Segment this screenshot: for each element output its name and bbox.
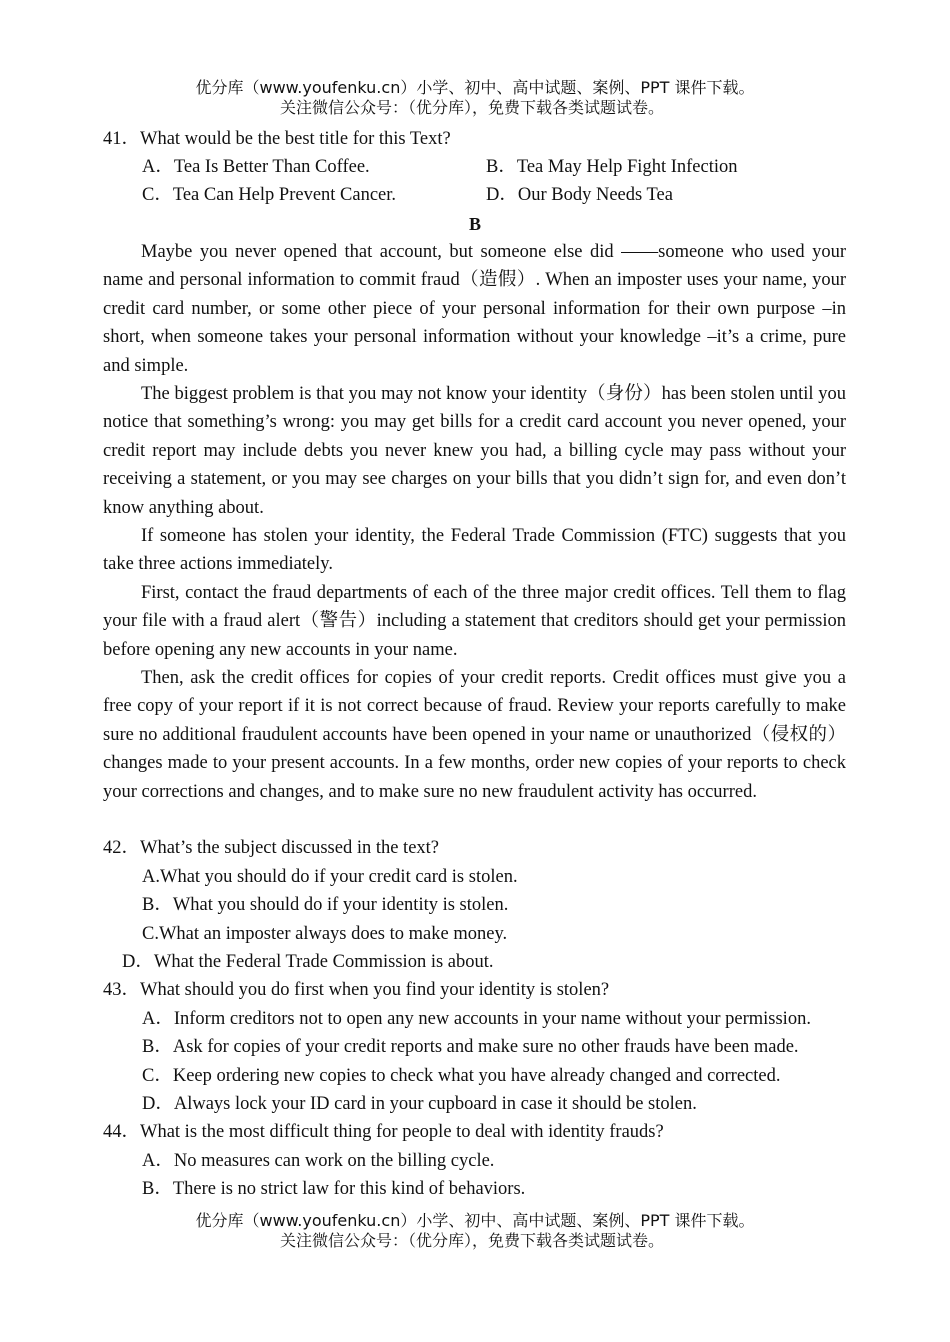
passage-p4-text: First, contact the fraud departments of each of the three major credit offices. Tell them to flag your file with a fraud alert（警告）including a statement that creditors should get your permission before opening any new accounts in your name. <box>103 583 846 660</box>
q43-option-c: C．Keep ordering new copies to check what you have already changed and corrected. <box>142 1066 781 1086</box>
q43-option-a: A．Inform creditors not to open any new accounts in your name without your permission. <box>142 1009 811 1029</box>
footer-line-1: 优分库（www.youfenku.cn）小学、初中、高中试题、案例、PPT 课件下载。 <box>195 1211 755 1230</box>
q41-option-c: C．Tea Can Help Prevent Cancer. <box>142 185 397 205</box>
q42-option-b: B．What you should do if your identity is stolen. <box>142 895 509 915</box>
header-line-2: 关注微信公众号：（优分库），免费下载各类试题试卷。 <box>279 98 664 117</box>
q41-option-a: A．Tea Is Better Than Coffee. <box>142 157 370 177</box>
header-line-1: 优分库（www.youfenku.cn）小学、初中、高中试题、案例、PPT 课件下载。 <box>195 78 755 97</box>
q43-option-b: B．Ask for copies of your credit reports and make sure no other frauds have been made. <box>142 1037 799 1057</box>
passage-paragraph-4 <box>103 579 846 664</box>
q42-option-d: D．What the Federal Trade Commission is about. <box>122 952 494 972</box>
q42-stem: 42．What’s the subject discussed in the text? <box>103 838 440 858</box>
passage-paragraph-5 <box>103 664 846 806</box>
q44-option-b: B．There is no strict law for this kind of behaviors. <box>142 1179 526 1199</box>
header-watermark <box>0 78 950 118</box>
q41-option-b: B．Tea May Help Fight Infection <box>486 157 738 177</box>
q43-stem: 43．What should you do first when you find your identity is stolen? <box>103 980 610 1000</box>
q41-stem: 41．What would be the best title for this Text? <box>103 129 451 149</box>
passage-p3-text: If someone has stolen your identity, the Federal Trade Commission (FTC) suggests that you take three actions immediately. <box>103 526 846 575</box>
passage-paragraph-2 <box>103 380 846 522</box>
q41-option-d: D．Our Body Needs Tea <box>486 185 673 205</box>
q44-option-a: A．No measures can work on the billing cycle. <box>142 1151 495 1171</box>
passage-paragraph-3 <box>103 522 846 579</box>
passage-paragraph-1 <box>103 238 846 380</box>
section-label: B <box>468 214 481 234</box>
footer-watermark <box>0 1211 950 1251</box>
footer-line-2: 关注微信公众号：（优分库），免费下载各类试题试卷。 <box>279 1231 664 1250</box>
q42-option-a: A.What you should do if your credit card is stolen. <box>142 867 518 887</box>
passage-p2-text: The biggest problem is that you may not know your identity（身份）has been stolen until you notice that something’s wrong: you may get bills for a credit card account you never opened, your credit report may include debts you never knew you had, a billing cycle may pass without your receiving a statement, or you may see charges on your bills that you didn’t sign for, and even don’t know anything about. <box>103 384 846 518</box>
q42-option-c: C.What an imposter always does to make money. <box>142 924 508 944</box>
passage-p5-text: Then, ask the credit offices for copies of your credit reports. Credit offices must give you a free copy of your report if it is not correct because of fraud. Review your reports carefully to make sure no additional fraudulent accounts have been opened in your name or unauthorized（侵权的）changes made to your present accounts. In a few months, order new copies of your reports to check your corrections and changes, and to make sure no new fraudulent activity has occurred. <box>103 668 846 802</box>
q44-stem: 44．What is the most difficult thing for people to deal with identity frauds? <box>103 1122 664 1142</box>
q43-option-d: D．Always lock your ID card in your cupboard in case it should be stolen. <box>142 1094 697 1114</box>
passage-p1-text: Maybe you never opened that account, but someone else did ——someone who used your name and personal information to commit fraud（造假）. When an imposter uses your name, your credit card number, or some other piece of your personal information for their own purpose –in short, when someone takes your personal information without your knowledge –it’s a crime, pure and simple. <box>103 242 846 376</box>
